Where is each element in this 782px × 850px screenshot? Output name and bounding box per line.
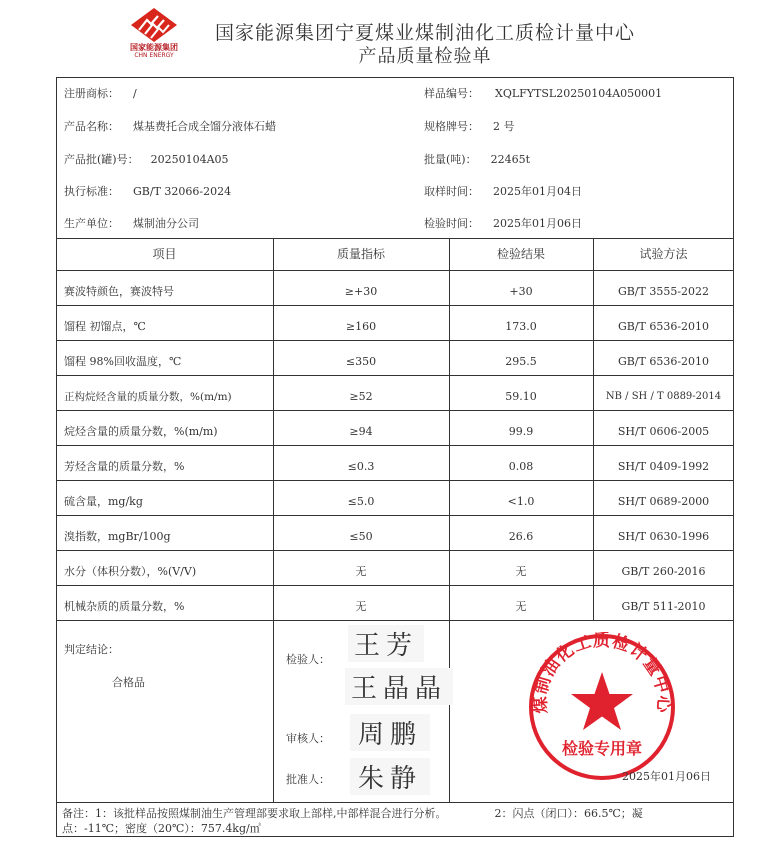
remarks-line-2: 点：-11℃；密度（20℃）：757.4kg/㎥ xyxy=(62,822,261,835)
row-result: 295.5 xyxy=(505,355,537,368)
info-label: 生产单位： xyxy=(64,217,119,230)
logo-english-name: CHN ENERGY xyxy=(134,52,174,59)
info-value: 煤制油分公司 xyxy=(133,217,199,230)
row-divider xyxy=(56,305,734,306)
inspection-seal xyxy=(527,632,677,782)
logo-mark-icon xyxy=(131,8,177,42)
document-subtitle: 产品质量检验单 xyxy=(358,46,492,67)
info-value: 煤基费托合成全馏分液体石蜡 xyxy=(133,120,276,133)
row-method: GB/T 6536-2010 xyxy=(617,355,710,368)
row-item: 机械杂质的质量分数，% xyxy=(64,600,185,613)
row-result: <1.0 xyxy=(507,495,535,508)
row-spec: 无 xyxy=(355,565,367,578)
row-item: 溴指数，mgBr/100g xyxy=(64,530,171,543)
footer-divider xyxy=(56,802,734,803)
approver-signature: 朱静 xyxy=(350,758,430,795)
info-value: 2025年01月04日 xyxy=(493,185,582,198)
info-batch-quantity xyxy=(424,151,530,167)
row-spec: ≤5.0 xyxy=(347,495,375,508)
info-label: 注册商标： xyxy=(64,87,119,100)
column-header-result: 检验结果 xyxy=(496,247,545,261)
info-sampling-time xyxy=(424,183,582,199)
row-item: 硫含量，mg/kg xyxy=(64,495,143,508)
seal-ring-text: 煤制油化工质检计量中心 xyxy=(530,632,674,714)
seal-center-text: 检验专用章 xyxy=(561,739,643,758)
row-divider xyxy=(56,480,734,481)
row-result: 无 xyxy=(515,600,527,613)
conclusion-value: 合格品 xyxy=(112,676,145,689)
info-label: 执行标准： xyxy=(64,185,119,198)
inspector-label: 检验人： xyxy=(286,653,330,666)
info-producer xyxy=(64,215,199,231)
row-method: SH/T 0689-2000 xyxy=(617,495,710,508)
row-divider xyxy=(56,585,734,586)
row-divider xyxy=(56,515,734,516)
info-value: 20250104A05 xyxy=(150,153,229,166)
document-title: 国家能源集团宁夏煤业煤制油化工质检计量中心 xyxy=(214,22,635,44)
row-result: 无 xyxy=(515,565,527,578)
info-standard xyxy=(64,183,231,199)
row-divider xyxy=(56,270,734,271)
row-divider xyxy=(56,375,734,376)
row-method: NB / SH / T 0889-2014 xyxy=(605,391,722,402)
inspector-signature-1: 王芳 xyxy=(348,625,424,662)
row-method: SH/T 0606-2005 xyxy=(617,425,710,438)
row-item: 水分（体积分数），%(V/V) xyxy=(64,565,197,578)
row-item: 烷烃含量的质量分数，%(m/m) xyxy=(64,425,218,438)
conclusion-label: 判定结论： xyxy=(64,643,119,656)
row-spec: ≤50 xyxy=(349,530,373,543)
row-spec: ≥52 xyxy=(349,390,373,403)
row-result: 59.10 xyxy=(505,390,537,403)
row-method: SH/T 0630-1996 xyxy=(617,530,710,543)
info-label: 产品名称： xyxy=(64,120,119,133)
info-grade xyxy=(424,118,515,134)
row-result: +30 xyxy=(509,285,533,298)
row-result: 26.6 xyxy=(508,530,534,543)
row-item: 芳烃含量的质量分数，% xyxy=(64,460,185,473)
info-label: 样品编号： xyxy=(424,87,479,100)
row-item: 赛波特颜色，赛波特号 xyxy=(64,285,174,298)
row-divider xyxy=(56,620,734,621)
info-product-name xyxy=(64,118,276,134)
info-value: / xyxy=(133,87,137,100)
remarks xyxy=(62,806,732,836)
row-spec: ≥+30 xyxy=(344,285,378,298)
remarks-line-1b: 2：闪点（闭口）：66.5℃；凝 xyxy=(494,807,643,820)
row-result: 0.08 xyxy=(508,460,534,473)
row-spec: 无 xyxy=(355,600,367,613)
info-label: 规格牌号： xyxy=(424,120,479,133)
logo-chinese-name: 国家能源集团 xyxy=(130,43,178,52)
info-trademark xyxy=(64,85,137,101)
row-method: GB/T 260-2016 xyxy=(621,565,706,578)
remarks-line-1: 备注：1：该批样品按照煤制油生产管理部要求取上部样,中部样混合进行分析。 xyxy=(62,807,447,820)
row-divider xyxy=(56,550,734,551)
reviewer-signature: 周鹏 xyxy=(350,714,430,751)
row-item: 正构烷烃含量的质量分数，%(m/m) xyxy=(64,391,232,403)
row-result: 173.0 xyxy=(505,320,537,333)
column-header-spec: 质量指标 xyxy=(336,247,385,261)
row-spec: ≤350 xyxy=(345,355,377,368)
table-top-border xyxy=(56,238,734,239)
row-item: 馏程 98%回收温度，℃ xyxy=(64,355,182,368)
seal-graphic xyxy=(527,632,677,782)
row-method: GB/T 511-2010 xyxy=(621,600,706,613)
info-value: 2025年01月06日 xyxy=(493,217,582,230)
info-label: 检验时间： xyxy=(424,217,479,230)
info-inspection-time xyxy=(424,215,582,231)
approver-label: 批准人： xyxy=(286,773,330,786)
row-divider xyxy=(56,445,734,446)
row-method: GB/T 6536-2010 xyxy=(617,320,710,333)
inspector-signature-2: 王晶晶 xyxy=(345,668,453,705)
star-icon xyxy=(571,672,633,730)
info-value: XQLFYTSL20250104A050001 xyxy=(495,87,663,100)
row-method: GB/T 3555-2022 xyxy=(617,285,710,298)
column-header-item: 项目 xyxy=(152,247,177,261)
info-value: 2 号 xyxy=(493,120,515,133)
column-header-method: 试验方法 xyxy=(639,247,688,261)
row-method: SH/T 0409-1992 xyxy=(617,460,710,473)
row-item: 馏程 初馏点，℃ xyxy=(64,320,146,333)
row-divider xyxy=(56,410,734,411)
info-label: 批量(吨)： xyxy=(424,153,477,166)
reviewer-label: 审核人： xyxy=(286,732,330,745)
row-divider xyxy=(56,340,734,341)
row-result: 99.9 xyxy=(508,425,534,438)
info-value: GB/T 32066-2024 xyxy=(133,185,232,198)
row-spec: ≤0.3 xyxy=(347,460,375,473)
seal-date: 2025年01月06日 xyxy=(622,770,711,783)
info-label: 取样时间： xyxy=(424,185,479,198)
info-label: 产品批(罐)号： xyxy=(64,153,139,166)
row-spec: ≥94 xyxy=(349,425,373,438)
info-sample-number xyxy=(424,85,662,101)
row-spec: ≥160 xyxy=(345,320,377,333)
info-batch-number xyxy=(64,151,229,167)
chn-energy-logo xyxy=(124,8,184,64)
info-value: 22465t xyxy=(490,153,531,166)
